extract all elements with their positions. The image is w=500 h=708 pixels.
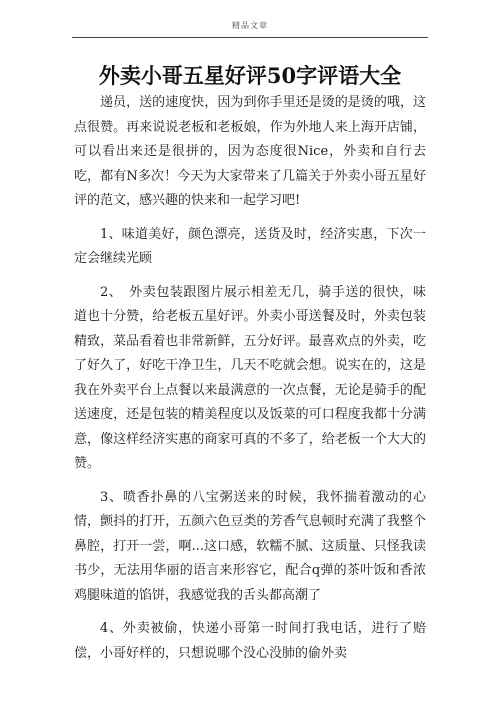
header-divider <box>72 37 428 38</box>
page-header-label: 精品文章 <box>232 21 268 30</box>
document-title: 外卖小哥五星好评50字评语大全 <box>98 63 402 88</box>
paragraph-intro: 递员，送的速度快，因为到你手里还是烫的是烫的哦，这点很赞。再来说说老板和老板娘，作为外地人来上海开店铺，可以看出来还是很拼的，因为态度很Nice，外卖和自行去吃，都有N多次！今天为大家带来了几篇关于外卖小哥五星好评的范文，感兴趣的快来和一起学习吧! <box>74 95 426 208</box>
paragraph-review-3: 3、喷香扑鼻的八宝粥送来的时候，我怀揣着激动的心情，颤抖的打开，五颜六色豆类的芳香气息顿时充满了我整个鼻腔，打开一尝，啊...这口感，软糯不腻、这质量、只怪我读书少，无法用华丽的语言来形容它，配合q弹的茶叶饭和香浓鸡腿味道的馅饼，我感觉我的舌头都高潮了 <box>74 489 426 603</box>
paragraph-review-4: 4、外卖被偷，快递小哥第一时间打我电话，进行了赔偿，小哥好样的，只想说哪个没心没肺的偷外卖 <box>74 621 426 661</box>
document-body <box>74 91 426 666</box>
paragraph-review-1: 1、味道美好，颜色漂亮，送货及时，经济实惠，下次一定会继续光顾 <box>74 226 426 266</box>
paragraph-review-2: 2、 外卖包装跟图片展示相差无几，骑手送的很快，味道也十分赞，给老板五星好评。外卖小哥送餐及时，外卖包装精致，菜品看着也非常新鲜，五分好评。最喜欢点的外卖，吃了好久了，好吃干净卫生，几天不吃就会想。说实在的，这是我在外卖平台上点餐以来最满意的一次点餐，无论是骑手的配送速度，还是包装的精美程度以及饭菜的可口程度我都十分满意，像这样经济实惠的商家可真的不多了，给老板一个大大的赞。 <box>74 284 426 471</box>
